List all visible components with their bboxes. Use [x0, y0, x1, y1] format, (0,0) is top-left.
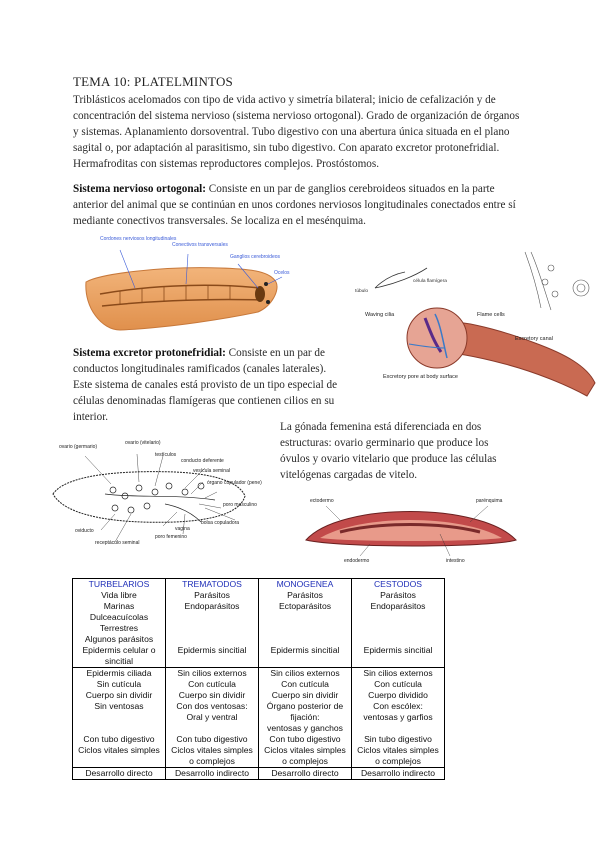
table-cell: [166, 668, 259, 735]
table-cell: [259, 590, 352, 645]
label-conectivos: Conectivos transversales: [172, 242, 228, 248]
cell-text: Ciclos vitales simples: [171, 745, 253, 755]
planarian-body: [86, 268, 277, 330]
table-cell: [73, 734, 166, 768]
table-cell: [73, 768, 166, 780]
cell-text: Desarrollo indirecto: [360, 768, 436, 778]
label-ovario-germario: ovario (germario): [59, 444, 98, 450]
label-poro-femenino: poro femenino: [155, 534, 187, 540]
table-cell: [259, 734, 352, 768]
label-endodermo: endodermo: [344, 558, 370, 564]
table-cell: [166, 645, 259, 668]
cell-text: Con tubo digestivo: [176, 734, 248, 744]
header-cestodos: CESTODOS: [352, 579, 445, 591]
comparison-table: [72, 578, 445, 780]
label-cordones: Cordones nerviosos longitudinales: [100, 236, 177, 242]
cell-text: Con cutícula: [281, 679, 329, 689]
label-intestino: intestino: [446, 558, 465, 564]
table-cell: [166, 734, 259, 768]
cell-text: Epidermis ciliada: [86, 668, 152, 678]
cell-text: Epidermis celular o sincitial: [82, 645, 156, 666]
cell-text: Vida libre: [101, 590, 137, 600]
reproductive-system-figure: [45, 434, 285, 546]
table-cell: [352, 668, 445, 735]
cell-text: Parásitos: [287, 590, 323, 600]
cell-text: Desarrollo directo: [85, 768, 153, 778]
excretory-heading: Sistema excretor protonefridial:: [73, 347, 226, 359]
cell-text: Parásitos: [194, 590, 230, 600]
header-turbelarios: TURBELARIOS: [73, 579, 166, 591]
table-cell: [352, 645, 445, 668]
cell-text: Ciclos vitales simples: [264, 745, 346, 755]
label-flame-cells: Flame cells: [477, 312, 505, 318]
table-cell: [352, 734, 445, 768]
nervous-heading: Sistema nervioso ortogonal:: [73, 183, 206, 195]
cell-text: Sin cilios externos: [363, 668, 433, 678]
nervous-paragraph: [73, 181, 523, 229]
cell-text: Desarrollo indirecto: [174, 768, 250, 778]
label-tubulo: túbulo: [355, 289, 369, 294]
table-cell: [166, 590, 259, 645]
label-oviducto: oviducto: [75, 528, 94, 534]
cell-text: Con dos ventosas:: [176, 701, 248, 711]
gonad-paragraph: La gónada femenina está diferenciada en dos estructuras: ovario germinario que produce los óvulos y ovario vitelario que produce las células vitelógenas cargadas de vitelo.: [280, 421, 497, 481]
intro-paragraph: Triblásticos acelomados con tipo de vida activo y simetría bilateral; inicio de cefalización y de concentración del sistema nervioso (sistema nervioso ortogonal). Grado de organización de órganos y sistemas. Aplanamiento dorsoventral. Tubo digestivo con una abertura única situada en el plano sagital o, por adaptación al parasitismo, sin tubo digestivo. Con aparato excretor protonefridial. Hermafroditas con sistemas reproductores complejos. Prostóstomos.: [73, 94, 520, 170]
cell-text: Algunos parásitos: [84, 634, 154, 644]
nervous-system-figure: [80, 232, 310, 342]
cell-text: Endoparásitos: [184, 601, 240, 611]
label-ganglios: Ganglios cerebroideos: [230, 254, 281, 260]
cell-text: o complejos: [282, 756, 328, 766]
cell-text: Ectoparásitos: [278, 601, 332, 611]
cell-text: Cuerpo sin dividir: [178, 690, 246, 700]
cell-text: Sin cilios externos: [177, 668, 247, 678]
cell-text: Sin ventosas: [94, 701, 144, 711]
cell-text: Sin tubo digestivo: [364, 734, 432, 744]
cell-text: Marinas: [103, 601, 135, 611]
excretory-text: Consiste en un par de conductos longitudinales ramificados (canales laterales). Este sistema de canales está provisto de un tipo especial de células denominadas flamígeras que contienen cilios en su interior.: [73, 347, 338, 423]
nervous-text: Consiste en un par de ganglios cerebroideos situados en la parte anterior del animal que se continúan en unos cordones nerviosos longitudinales conectados entre sí mediante conectivos transversales. Se localiza en el mesénquima.: [73, 183, 516, 227]
label-ocelos: Ocelos: [274, 270, 290, 276]
label-vesicula-seminal: vesícula seminal: [193, 468, 230, 474]
cell-text: Ciclos vitales simples: [357, 745, 439, 755]
cell-text: Cuerpo dividido: [368, 690, 428, 700]
label-parenquima: parénquima: [476, 498, 503, 504]
table-cell: [73, 645, 166, 668]
cell-text: Ciclos vitales simples: [78, 745, 160, 755]
table-cell: [352, 590, 445, 645]
cell-text: Parásitos: [380, 590, 416, 600]
cell-text: Con tubo digestivo: [269, 734, 341, 744]
table-cell: [259, 768, 352, 780]
label-receptaculo-seminal: receptáculo seminal: [95, 540, 140, 546]
cell-text: ventosas y garfios: [363, 712, 433, 722]
cell-text: Con tubo digestivo: [83, 734, 155, 744]
cell-text: Terrestres: [99, 623, 139, 633]
label-bolsa-copuladora: bolsa copuladora: [201, 520, 240, 526]
cell-text: ventosas y ganchos: [267, 723, 343, 733]
cell-text: o complejos: [189, 756, 235, 766]
table-cell: [73, 668, 166, 735]
cell-text: Desarrollo directo: [271, 768, 339, 778]
cell-text: Epidermis sincitial: [270, 645, 340, 655]
label-ectodermo: ectodermo: [310, 498, 334, 504]
flame-cell-figure: [355, 248, 600, 398]
cell-text: Con escólex:: [373, 701, 423, 711]
table-cell: [259, 668, 352, 735]
table-cell: [352, 768, 445, 780]
cell-text: Órgano posterior de fijación:: [266, 701, 344, 722]
header-trematodos: TREMATODOS: [166, 579, 259, 591]
label-excretory-canal: Excretory canal: [515, 336, 553, 342]
cell-text: Cuerpo sin dividir: [271, 690, 339, 700]
label-vagina: vagina: [175, 526, 190, 532]
label-testiculos: testículos: [155, 452, 177, 458]
label-ovario-vitelario: ovario (vitelario): [125, 440, 161, 446]
table-row-features: [73, 668, 445, 735]
cell-text: Epidermis sincitial: [363, 645, 433, 655]
label-organo-copulador: órgano copulador (pene): [207, 480, 262, 486]
table-row-epidermis: [73, 645, 445, 668]
label-conducto-deferente: conducto deferente: [181, 458, 224, 464]
cell-text: Sin cutícula: [96, 679, 142, 689]
cell-text: Dulceacuícolas: [89, 612, 149, 622]
label-poro-masculino: poro masculino: [223, 502, 257, 508]
table-row-lifestyle: [73, 590, 445, 645]
cross-section-figure: [300, 492, 525, 564]
cell-text: Epidermis sincitial: [177, 645, 247, 655]
label-excretory-pore: Excretory pore at body surface: [383, 374, 458, 380]
cell-text: Con cutícula: [374, 679, 422, 689]
cell-text: Endoparásitos: [370, 601, 426, 611]
label-waving-cilia: Waving cilia: [365, 312, 395, 318]
cell-text: Cuerpo sin dividir: [85, 690, 153, 700]
table-cell: [259, 645, 352, 668]
table-cell: [73, 590, 166, 645]
excretory-paragraph: [73, 345, 343, 425]
table-cell: [166, 768, 259, 780]
cell-text: Con cutícula: [188, 679, 236, 689]
label-celula-flamigera: célula flamígera: [413, 279, 447, 284]
cell-text: Oral y ventral: [186, 712, 238, 722]
page-title: TEMA 10: PLATELMINTOS: [73, 74, 233, 89]
table-row-development: [73, 768, 445, 780]
table-row-digestive: [73, 734, 445, 768]
cell-text: o complejos: [375, 756, 421, 766]
header-monogenea: MONOGENEA: [259, 579, 352, 591]
cell-text: Sin cilios externos: [270, 668, 340, 678]
